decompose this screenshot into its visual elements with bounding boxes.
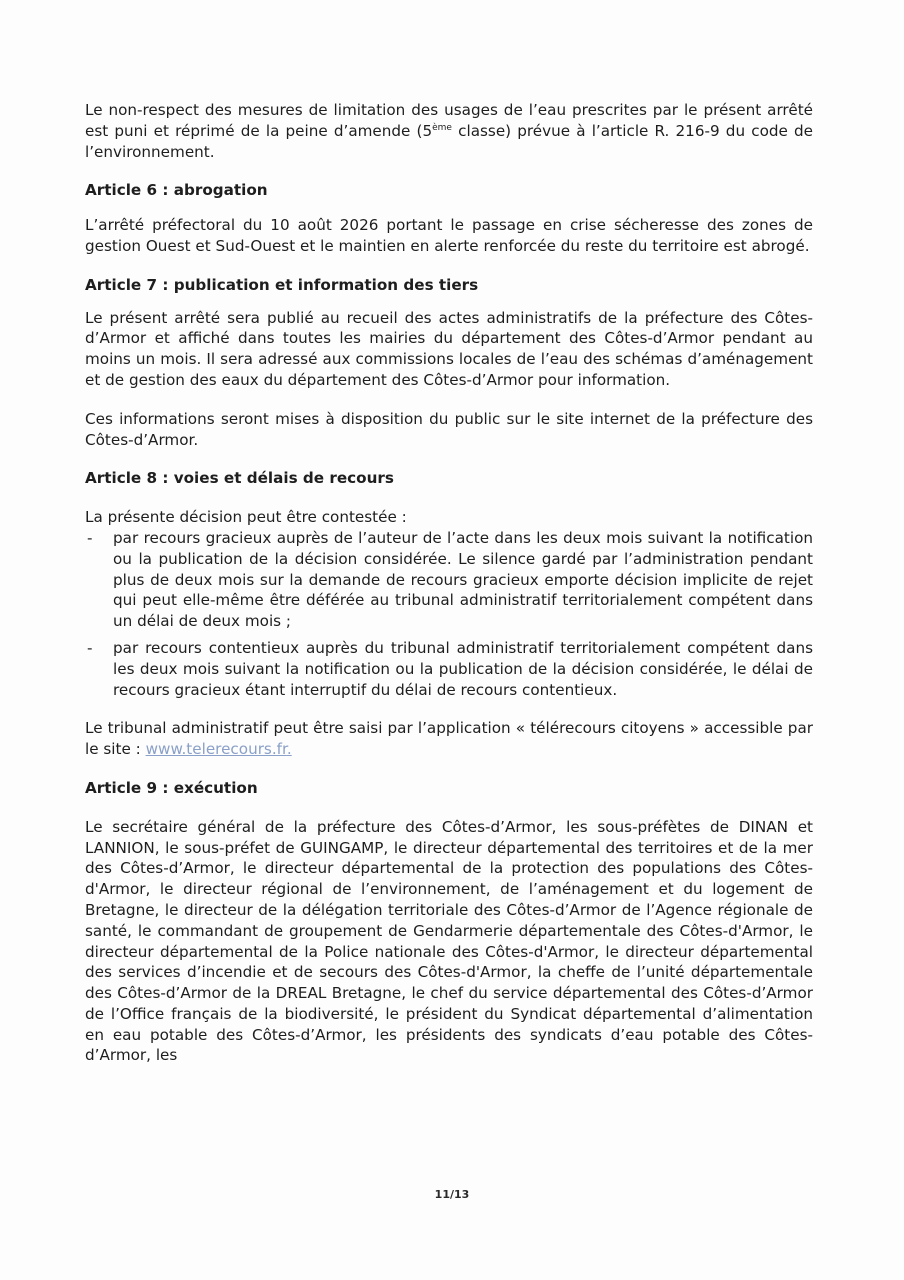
recourse-list bbox=[85, 528, 813, 700]
list-item: - par recours gracieux auprès de l’auteur de l’acte dans les deux mois suivant la notification ou la publication de la décision considérée. Le silence gardé par l’administration pendant plus de deux mois sur la demande de recours gracieux emporte décision implicite de rejet qui peut elle-même être déférée au tribunal administratif territorialement compétent dans un délai de deux mois ; bbox=[87, 528, 813, 631]
dash-bullet: - bbox=[87, 528, 93, 547]
superscript-eme: ème bbox=[432, 122, 452, 133]
article-6-heading: Article 6 : abrogation bbox=[85, 181, 268, 200]
document-body bbox=[85, 100, 813, 1066]
article-8-heading: Article 8 : voies et délais de recours bbox=[85, 469, 394, 488]
article-6-text: L’arrêté préfectoral du 10 août 2026 portant le passage en crise sécheresse des zones de gestion Ouest et Sud-Ouest et le maintien en alerte renforcée du reste du territoire est abrogé. bbox=[85, 216, 813, 255]
telerecours-link[interactable]: www.telerecours.fr bbox=[145, 740, 287, 759]
article-7-text-2: Ces informations seront mises à disposition du public sur le site internet de la préfecture des Côtes-d’Armor. bbox=[85, 409, 813, 449]
article-9-text: Le secrétaire général de la préfecture des Côtes-d’Armor, les sous-préfètes de DINAN et LANNION, le sous-préfet de GUINGAMP, le directeur départemental des territoires et de la mer des Côtes-d’Armor, le directeur départemental de la protection des populations des Côtes-d'Armor, le directeur régional de l’environnement, de l’aménagement et du logement de Bretagne, le directeur de la délégation territoriale des Côtes-d’Armor de l’Agence régionale de santé, le commandant de groupement de Gendarmerie départementale des Côtes-d'Armor, le directeur départemental de la Police nationale des Côtes-d'Armor, le directeur départemental des services d’incendie et de secours des Côtes-d'Armor, la cheffe de l’unité départementale des Côtes-d’Armor de la DREAL Bretagne, le chef du service départemental des Côtes-d’Armor de l’Office français de la biodiversité, le président du Syndicat départemental d’alimentation en eau potable des Côtes-d’Armor, les présidents des syndicats d’eau potable des Côtes-d’Armor, les bbox=[85, 817, 813, 1065]
article-7-text-1: Le présent arrêté sera publié au recueil des actes administratifs de la préfecture des Côtes-d’Armor et affiché dans toutes les mairies du département des Côtes-d’Armor pendant au moins un mois. Il sera adressé aux commissions locales de l’eau des schémas d’aménagement et de gestion des eaux du département des Côtes-d’Armor pour information. bbox=[85, 308, 813, 389]
dash-bullet: - bbox=[87, 638, 93, 657]
article-8-intro: La présente décision peut être contestée : bbox=[85, 508, 407, 527]
article-9-heading: Article 9 : exécution bbox=[85, 778, 258, 797]
list-item: - par recours contentieux auprès du tribunal administratif territorialement compétent dans les deux mois suivant la notification ou la publication de la décision considérée, le délai de recours gracieux étant interruptif du délai de recours contentieux. bbox=[87, 638, 813, 699]
article-7-heading: Article 7 : publication et information des tiers bbox=[85, 275, 479, 294]
penalty-paragraph: Le non-respect des mesures de limitation des usages de l’eau prescrites par le présent arrêté est puni et réprimé de la peine d’amende (5ème classe) prévue à l’article R. 216-9 du code de l’environnement. bbox=[85, 101, 813, 161]
page-number: 11/13 bbox=[434, 1188, 470, 1201]
article-8-outro: Le tribunal administratif peut être saisi par l’application « télérecours citoyens » accessible par le site : www.telerecours.fr. bbox=[85, 719, 813, 759]
